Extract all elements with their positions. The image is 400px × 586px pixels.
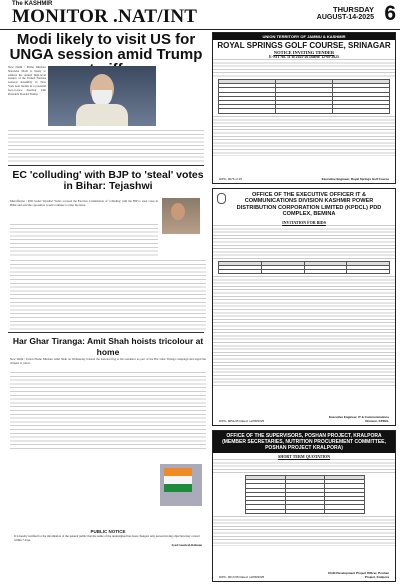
story2-lede: Muzaffarpur : RJD leader Tejashwi Yadav accused the Election Commission of 'colluding' with the BJP to steal votes in Bihar and said the opposition would continue to raise the issue. (10, 199, 158, 207)
public-notice-signature: Syed Gaash-ul-Rehman (171, 543, 202, 548)
lead-body-text (8, 130, 204, 162)
ad-kpdcl-title: OFFICE OF THE EXECUTIVE OFFICER IT & COMMUNICATIONS DIVISION KASHMIR POWER DISTRIBUTION CORPORATION LIMITED (KPDCL) PDD COMPLEX, BEMINA (236, 192, 382, 218)
ad-kpdcl-signature: Executive Engineer, IT & Communications Division, KPDCL (328, 415, 389, 423)
ad-kpdcl-terms (213, 276, 395, 386)
ad-golf-org: UNION TERRITORY OF JAMMU & KASHMIR (213, 33, 395, 40)
ad-poshan-dip: DIPK- 9017/25 Dated: 12/08/2025 (219, 575, 265, 579)
ad-poshan-table (245, 475, 365, 514)
ad-golf-dip: DIPK- 9076 of 25 (219, 177, 243, 181)
ad-golf-title: ROYAL SPRINGS GOLF COURSE, SRINAGAR (217, 41, 391, 50)
story3-body (10, 358, 206, 367)
public-notice (14, 530, 202, 548)
ad-kpdcl (212, 188, 396, 426)
ad-poshan-terms (213, 516, 395, 546)
story2-photo (162, 198, 200, 234)
public-notice-title: PUBLIC NOTICE (90, 529, 126, 534)
lead-photo (48, 66, 156, 126)
page-number: 6 (384, 2, 396, 25)
masthead-day: THURSDAY (333, 5, 374, 14)
story2-body (10, 200, 158, 209)
story2-body-cont (10, 260, 206, 330)
ad-golf-course (212, 32, 396, 184)
masthead (0, 0, 400, 30)
ad-golf-subtitle: NOTICE INVITING TENDER (273, 50, 335, 55)
story3-lede: New Delhi : Union Home Minister Amit Shah on Wednesday hoisted the national flag at his residence as part of the Har Ghar Tiranga campaign and urged the citizens to join it. (10, 357, 206, 365)
masthead-dateline (317, 5, 374, 21)
ad-poshan-title: OFFICE OF THE SUPERVISORS, POSHAN PROJECT, KRALPORA (MEMBER SECRETARIES, NUTRITION PROCUREMENT COMMITTEE, POSHAN PROJECT KRALPORA) (213, 431, 395, 453)
ad-kpdcl-notice: INVITATION FOR BIDS (282, 219, 326, 225)
ad-golf-table (218, 79, 390, 114)
ad-kpdcl-table (218, 261, 390, 275)
masthead-title: MONITOR .NAT/INT (12, 6, 198, 27)
masthead-kicker: The KASHMIR (12, 1, 53, 7)
lead-lede: New Delhi : Prime Minister Narendra Modi is likely to address the annual high-level session of the United Nations General Assembly in New York next month in a potential face-to-face meeting with President Donald Trump. (8, 65, 46, 96)
lead-body-col-1 (8, 66, 46, 97)
ad-poshan-intro (213, 459, 395, 473)
public-notice-body: It is hereby notified for the information of the general public that the name of the undersigned has been changed. Any person having objection may contact within 7 days. (14, 533, 200, 542)
lead-headline: Modi likely to visit US for UNGA session amid Trump (9, 31, 203, 63)
story3-photo (160, 464, 202, 506)
story3-body-text (10, 372, 206, 450)
ad-poshan-subtitle: SHORT TERM QUOTATION (277, 454, 331, 459)
story2-headline: EC 'colluding' with BJP to 'steal' votes in Bihar: Tejashwi (12, 169, 204, 192)
divider (8, 165, 204, 166)
ad-kpdcl-dip: DIPK- 9051/25 Dated: 12/08/2025 (219, 419, 265, 423)
emblem-icon (217, 193, 226, 204)
divider (8, 332, 204, 333)
ad-golf-intro (213, 59, 395, 77)
ad-golf-ref: E-NIT No. 11 of 2025-26 Dated: 12-08-2025 (269, 55, 339, 59)
story3-headline: Har Ghar Tiranga: Amit Shah hoists tricolour at home (12, 336, 204, 357)
ad-golf-terms (213, 116, 395, 156)
story2-body-text (10, 224, 158, 256)
ad-poshan (212, 430, 396, 582)
ad-kpdcl-intro (213, 225, 395, 259)
masthead-date: AUGUST-14-2025 (316, 14, 374, 21)
ad-poshan-signature: Child Development Project Officer, Poshan Project, Kralpora (327, 571, 389, 579)
ad-golf-signature: Executive Engineer, Royal Springs Golf Course (321, 177, 389, 181)
